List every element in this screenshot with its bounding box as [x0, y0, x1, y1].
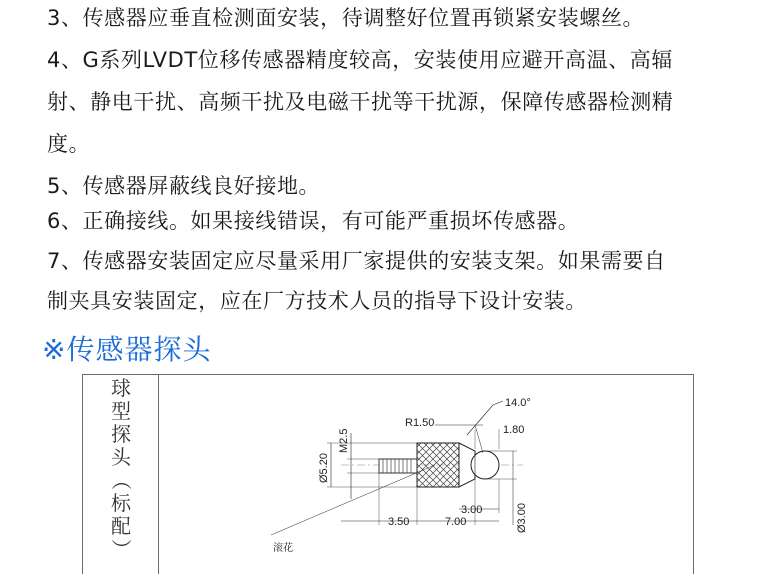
length-c-dim: 3.00 [461, 504, 483, 516]
length-a-dim: 3.50 [388, 516, 410, 528]
probe-label-char: 球 [111, 376, 131, 400]
instruction-line: 4、G系列LVDT位移传感器精度较高，安装使用应避开高温、高辐 [47, 48, 673, 72]
instruction-line: 7、传感器安装固定应尽量采用厂家提供的安装支架。如果需要自 [47, 249, 666, 273]
knurled-body [417, 443, 459, 487]
instruction-line: 射、静电干扰、高频干扰及电磁干扰等干扰源，保障传感器检测精 [47, 90, 674, 114]
knurl-label: 滚花 [273, 543, 293, 554]
section-title: ※传感器探头 [42, 333, 212, 366]
tip-diameter-dim: Ø3.00 [516, 503, 528, 533]
probe-label-char: 型 [111, 399, 131, 423]
instruction-line: 6、正确接线。如果接线错误，有可能严重损坏传感器。 [47, 209, 580, 233]
body-diameter-dim: Ø5.20 [318, 453, 330, 483]
radius-dim: R1.50 [405, 417, 435, 429]
probe-label-char: ） [109, 539, 133, 559]
instruction-line: 度。 [47, 132, 91, 156]
tip-length-dim: 1.80 [503, 424, 525, 436]
instruction-line: 5、传感器屏蔽线良好接地。 [47, 174, 321, 198]
probe-label-char: 配 [111, 514, 131, 538]
probe-drawing [83, 375, 695, 567]
probe-label-char: 探 [111, 422, 131, 446]
angle-dim: 14.0° [505, 397, 531, 409]
instruction-line: 制夹具安装固定，应在厂方技术人员的指导下设计安装。 [47, 289, 587, 313]
probe-label-char: 头 [111, 445, 131, 469]
instruction-line: 3、传感器应垂直检测面安装，待调整好位置再锁紧安装螺丝。 [47, 6, 645, 30]
probe-figure [82, 374, 694, 574]
probe-label-char: （ [109, 470, 133, 490]
thread-dim: M2.5 [338, 428, 350, 453]
length-b-dim: 7.00 [445, 516, 467, 528]
probe-label-char: 标 [111, 491, 131, 515]
